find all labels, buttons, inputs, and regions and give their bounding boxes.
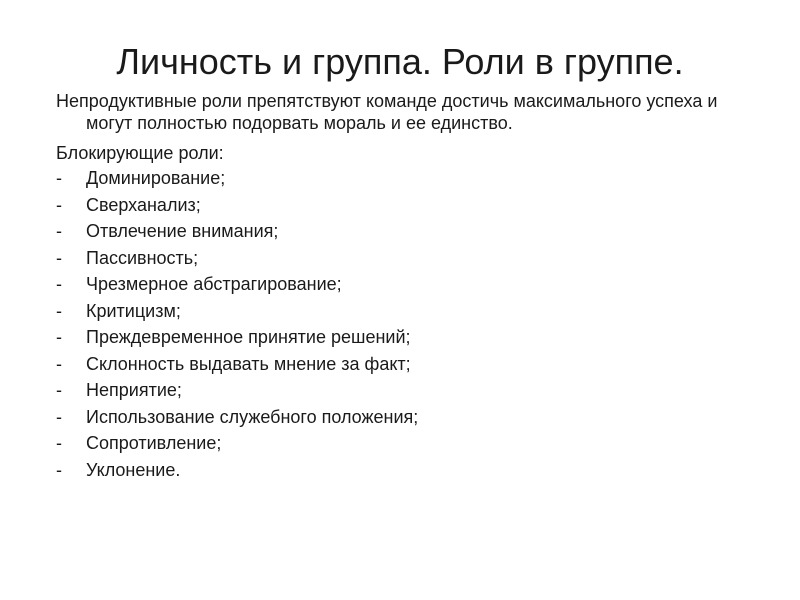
bullet-dash: - (56, 168, 62, 188)
role-label: Использование служебного положения; (86, 406, 419, 427)
bullet-dash: - (56, 406, 62, 427)
bullet-dash: - (56, 327, 62, 347)
blocking-roles-list (56, 167, 756, 485)
bullet-dash: - (56, 247, 62, 268)
bullet-dash: - (56, 380, 62, 400)
list-item (56, 459, 756, 486)
list-item (56, 194, 756, 221)
list-item (56, 167, 756, 194)
role-label: Критицизм; (86, 300, 181, 321)
list-item (56, 220, 756, 247)
list-item (56, 379, 756, 406)
bullet-dash: - (56, 353, 62, 374)
role-label: Чрезмерное абстрагирование; (86, 274, 342, 294)
list-item (56, 300, 756, 327)
list-item (56, 273, 756, 300)
role-label: Склонность выдавать мнение за факт; (86, 353, 411, 374)
intro-paragraph: Непродуктивные роли препятствуют команде достичь максимального успеха и могут полностью подорвать мораль и ее единство. (56, 91, 718, 133)
slide-title: Личность и группа. Роли в группе. (116, 41, 684, 82)
bullet-dash: - (56, 274, 62, 294)
list-item (56, 353, 756, 380)
role-label: Доминирование; (86, 168, 226, 188)
blocking-roles-heading: Блокирующие роли: (56, 143, 224, 163)
list-item (56, 432, 756, 459)
list-item (56, 326, 756, 353)
role-label: Уклонение. (86, 459, 181, 480)
role-label: Преждевременное принятие решений; (86, 327, 411, 347)
bullet-dash: - (56, 433, 62, 453)
role-label: Сопротивление; (86, 433, 222, 453)
role-label: Пассивность; (86, 247, 199, 268)
slide-body (56, 90, 756, 485)
list-item (56, 247, 756, 274)
role-label: Сверханализ; (86, 194, 201, 215)
role-label: Неприятие; (86, 380, 182, 400)
bullet-dash: - (56, 194, 62, 215)
bullet-dash: - (56, 459, 62, 480)
bullet-dash: - (56, 221, 62, 241)
role-label: Отвлечение внимания; (86, 221, 279, 241)
bullet-dash: - (56, 300, 62, 321)
list-item (56, 406, 756, 433)
